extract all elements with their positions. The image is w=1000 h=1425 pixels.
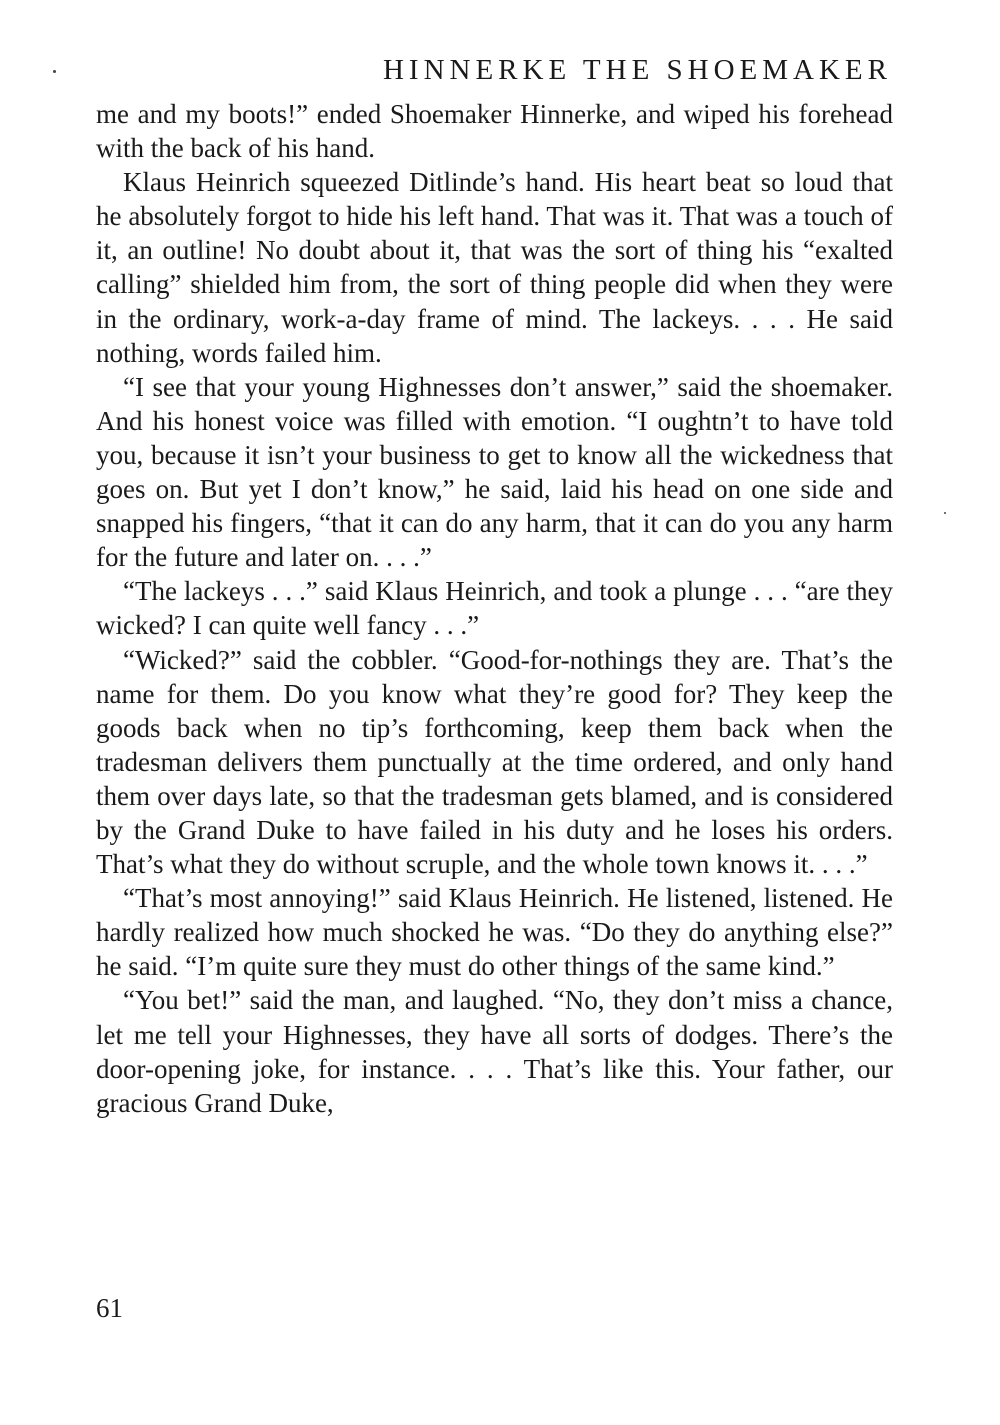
print-speck <box>944 512 946 514</box>
paragraph: “I see that your young Highnesses don’t answer,” said the shoemaker. And his honest voice was filled with emotion. “I oughtn’t to have told you, because it isn’t your business to get to know all the wickedness that goes on. But yet I don’t know,” he said, laid his head on one side and snapped his fingers, “that it can do any harm, that it can do you any harm for the future and later on. . . .” <box>96 371 893 573</box>
paragraph: “The lackeys . . .” said Klaus Heinrich, and took a plunge . . . “are they wicked? I can quite well fancy . . .” <box>96 576 893 641</box>
page-number: 61 <box>96 1293 123 1323</box>
paragraph: me and my boots!” ended Shoemaker Hinnerke, and wiped his forehead with the back of his hand. <box>96 99 893 164</box>
print-speck <box>53 70 56 73</box>
paragraph: Klaus Heinrich squeezed Ditlinde’s hand. His heart beat so loud that he absolutely forgot to hide his left hand. That was it. That was a touch of it, an outline! No doubt about it, that was the sort of thing his “exalted calling” shielded him from, the sort of thing people did when they were in the ordinary, work-a-day frame of mind. The lackeys. . . . He said nothing, words failed him. <box>96 167 893 368</box>
body-text <box>96 97 893 1120</box>
paragraph: “Wicked?” said the cobbler. “Good-for-nothings they are. That’s the name for them. Do you know what they’re good for? They keep the goods back when no tip’s forthcoming, keep them back when the tradesman delivers them punctually at the time ordered, and only hand them over days late, so that the tradesman gets blamed, and is considered by the Grand Duke to have failed in his duty and he loses his orders. That’s what they do without scruple, and the whole town knows it. . . .” <box>96 644 893 880</box>
paragraph: “That’s most annoying!” said Klaus Heinrich. He listened, listened. He hardly realized how much shocked he was. “Do they do anything else?” he said. “I’m quite sure they must do other things of the same kind.” <box>96 883 893 982</box>
running-head: HINNERKE THE SHOEMAKER <box>382 54 892 86</box>
paragraph: “You bet!” said the man, and laughed. “No, they don’t miss a chance, let me tell your Highnesses, they have all sorts of dodges. There’s the door-opening joke, for instance. . . . That’s like this. Your father, our gracious Grand Duke, <box>96 985 893 1118</box>
